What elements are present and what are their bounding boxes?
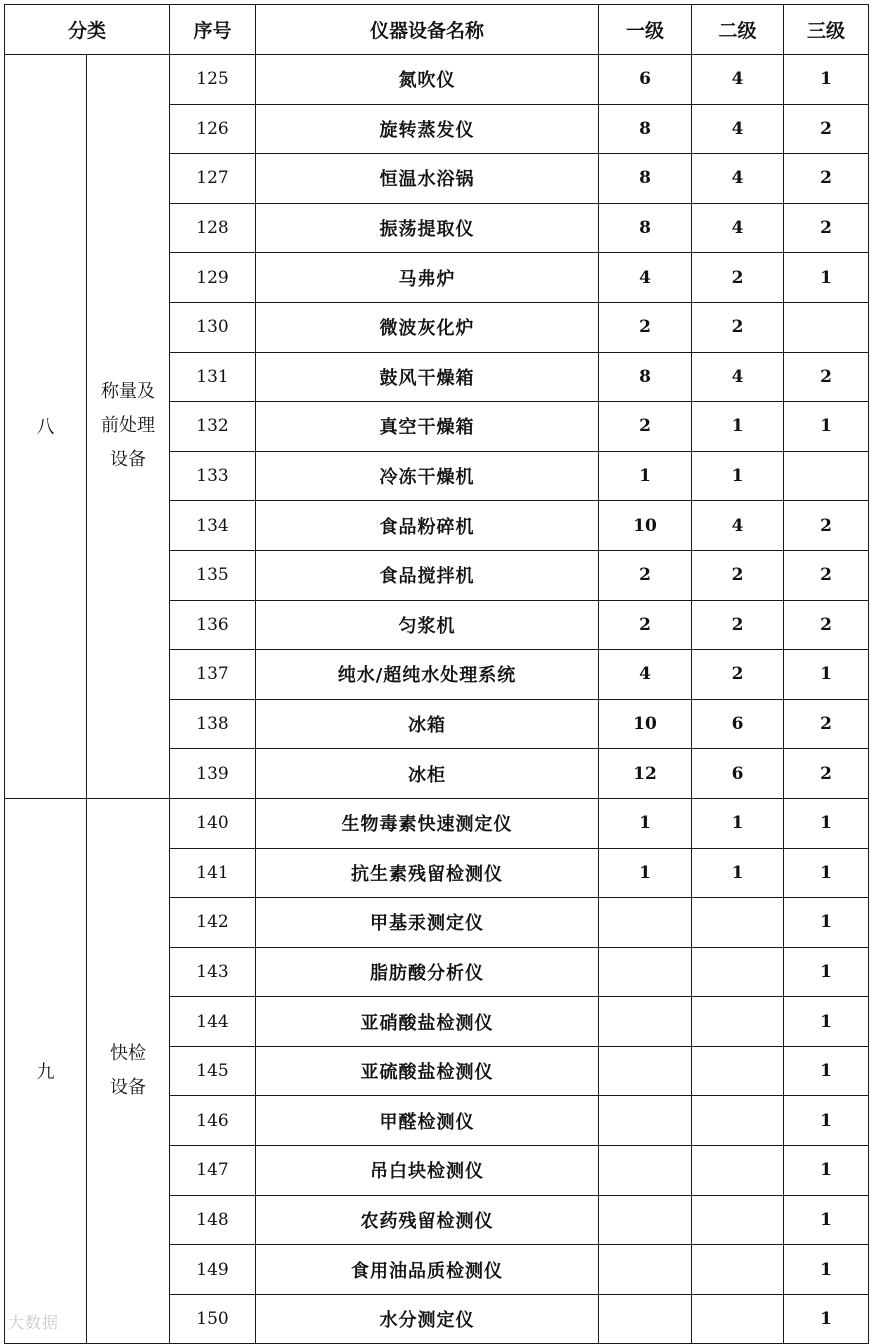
level2-count-cell [692, 1245, 784, 1295]
equipment-name-cell: 旋转蒸发仪 [256, 104, 599, 154]
level3-count-cell: 1 [784, 1146, 869, 1196]
header-level2: 二级 [692, 5, 784, 55]
level1-count-cell: 8 [599, 352, 692, 402]
level3-count-cell: 2 [784, 352, 869, 402]
level2-count-cell [692, 1046, 784, 1096]
category-name-line: 前处理 [101, 415, 155, 437]
level1-count-cell [599, 997, 692, 1047]
seq-cell: 135 [170, 550, 256, 600]
category-name [87, 55, 170, 799]
level3-count-cell: 1 [784, 253, 869, 303]
level1-count-cell: 2 [599, 402, 692, 452]
watermark-text: 大数据 [8, 1313, 60, 1332]
equipment-name-cell: 抗生素残留检测仪 [256, 848, 599, 898]
seq-cell: 139 [170, 749, 256, 799]
level3-count-cell: 1 [784, 1195, 869, 1245]
level1-count-cell: 8 [599, 104, 692, 154]
equipment-name-cell: 匀浆机 [256, 600, 599, 650]
equipment-name-cell: 马弗炉 [256, 253, 599, 303]
level1-count-cell [599, 947, 692, 997]
seq-cell: 137 [170, 650, 256, 700]
level1-count-cell: 4 [599, 253, 692, 303]
equipment-name-cell: 农药残留检测仪 [256, 1195, 599, 1245]
level2-count-cell [692, 1294, 784, 1344]
level3-count-cell: 1 [784, 55, 869, 105]
level3-count-cell: 1 [784, 1294, 869, 1344]
equipment-name-cell: 鼓风干燥箱 [256, 352, 599, 402]
level2-count-cell: 6 [692, 699, 784, 749]
level3-count-cell: 1 [784, 1096, 869, 1146]
level1-count-cell: 1 [599, 451, 692, 501]
equipment-name-cell: 脂肪酸分析仪 [256, 947, 599, 997]
seq-cell: 126 [170, 104, 256, 154]
table-row [5, 798, 869, 848]
equipment-name-cell: 生物毒素快速测定仪 [256, 798, 599, 848]
level3-count-cell: 1 [784, 848, 869, 898]
level2-count-cell: 1 [692, 451, 784, 501]
level1-count-cell: 1 [599, 798, 692, 848]
level2-count-cell: 2 [692, 550, 784, 600]
level3-count-cell [784, 302, 869, 352]
level3-count-cell: 1 [784, 650, 869, 700]
level1-count-cell: 10 [599, 699, 692, 749]
level1-count-cell [599, 1245, 692, 1295]
seq-cell: 125 [170, 55, 256, 105]
level2-count-cell: 2 [692, 650, 784, 700]
seq-cell: 145 [170, 1046, 256, 1096]
level3-count-cell: 2 [784, 104, 869, 154]
level1-count-cell [599, 898, 692, 948]
level2-count-cell [692, 898, 784, 948]
level2-count-cell: 1 [692, 402, 784, 452]
level3-count-cell: 1 [784, 1046, 869, 1096]
seq-cell: 136 [170, 600, 256, 650]
level3-count-cell: 2 [784, 154, 869, 204]
level1-count-cell [599, 1146, 692, 1196]
equipment-name-cell: 食品粉碎机 [256, 501, 599, 551]
header-seq: 序号 [170, 5, 256, 55]
seq-cell: 150 [170, 1294, 256, 1344]
level3-count-cell: 2 [784, 699, 869, 749]
equipment-name-cell: 恒温水浴锅 [256, 154, 599, 204]
level2-count-cell: 1 [692, 848, 784, 898]
level3-count-cell: 2 [784, 501, 869, 551]
level2-count-cell [692, 1146, 784, 1196]
seq-cell: 140 [170, 798, 256, 848]
seq-cell: 148 [170, 1195, 256, 1245]
seq-cell: 146 [170, 1096, 256, 1146]
equipment-name-cell: 甲醛检测仪 [256, 1096, 599, 1146]
equipment-name-cell: 振荡提取仪 [256, 203, 599, 253]
equipment-name-cell: 水分测定仪 [256, 1294, 599, 1344]
level2-count-cell: 6 [692, 749, 784, 799]
level2-count-cell [692, 997, 784, 1047]
level2-count-cell: 1 [692, 798, 784, 848]
seq-cell: 141 [170, 848, 256, 898]
level3-count-cell: 1 [784, 402, 869, 452]
category-name-line: 快检 [110, 1043, 146, 1065]
category-name [87, 798, 170, 1344]
seq-cell: 127 [170, 154, 256, 204]
level2-count-cell: 4 [692, 154, 784, 204]
seq-cell: 147 [170, 1146, 256, 1196]
header-level3: 三级 [784, 5, 869, 55]
level1-count-cell: 2 [599, 600, 692, 650]
equipment-table [4, 4, 869, 1344]
level1-count-cell: 6 [599, 55, 692, 105]
level1-count-cell: 4 [599, 650, 692, 700]
header-category: 分类 [5, 5, 170, 55]
table-row [5, 55, 869, 105]
level2-count-cell [692, 947, 784, 997]
equipment-name-cell: 吊白块检测仪 [256, 1146, 599, 1196]
level3-count-cell: 1 [784, 947, 869, 997]
seq-cell: 133 [170, 451, 256, 501]
level1-count-cell: 10 [599, 501, 692, 551]
equipment-name-cell: 纯水/超纯水处理系统 [256, 650, 599, 700]
level2-count-cell: 4 [692, 104, 784, 154]
level1-count-cell: 2 [599, 550, 692, 600]
level1-count-cell: 1 [599, 848, 692, 898]
equipment-name-cell: 亚硝酸盐检测仪 [256, 997, 599, 1047]
category-name-line: 设备 [110, 449, 146, 471]
equipment-name-cell: 甲基汞测定仪 [256, 898, 599, 948]
seq-cell: 131 [170, 352, 256, 402]
seq-cell: 149 [170, 1245, 256, 1295]
equipment-name-cell: 氮吹仪 [256, 55, 599, 105]
level2-count-cell: 4 [692, 55, 784, 105]
seq-cell: 130 [170, 302, 256, 352]
level3-count-cell: 2 [784, 550, 869, 600]
seq-cell: 143 [170, 947, 256, 997]
equipment-name-cell: 亚硫酸盐检测仪 [256, 1046, 599, 1096]
level1-count-cell: 2 [599, 302, 692, 352]
level1-count-cell [599, 1096, 692, 1146]
level3-count-cell: 2 [784, 749, 869, 799]
equipment-name-cell: 冰柜 [256, 749, 599, 799]
category-number: 八 [5, 55, 87, 799]
table-body [5, 5, 869, 1344]
seq-cell: 134 [170, 501, 256, 551]
level3-count-cell: 1 [784, 798, 869, 848]
level1-count-cell [599, 1294, 692, 1344]
level3-count-cell: 1 [784, 898, 869, 948]
seq-cell: 144 [170, 997, 256, 1047]
category-number: 九 [5, 798, 87, 1344]
level2-count-cell: 4 [692, 501, 784, 551]
level3-count-cell: 2 [784, 600, 869, 650]
level2-count-cell: 2 [692, 253, 784, 303]
category-name-line: 设备 [110, 1077, 146, 1099]
level1-count-cell: 8 [599, 154, 692, 204]
level2-count-cell [692, 1195, 784, 1245]
level3-count-cell: 1 [784, 1245, 869, 1295]
seq-cell: 142 [170, 898, 256, 948]
level2-count-cell: 4 [692, 203, 784, 253]
equipment-name-cell: 冰箱 [256, 699, 599, 749]
level3-count-cell [784, 451, 869, 501]
seq-cell: 129 [170, 253, 256, 303]
level1-count-cell [599, 1195, 692, 1245]
equipment-name-cell: 冷冻干燥机 [256, 451, 599, 501]
seq-cell: 128 [170, 203, 256, 253]
seq-cell: 138 [170, 699, 256, 749]
equipment-name-cell: 食用油品质检测仪 [256, 1245, 599, 1295]
level1-count-cell: 8 [599, 203, 692, 253]
header-name: 仪器设备名称 [256, 5, 599, 55]
level1-count-cell: 12 [599, 749, 692, 799]
level2-count-cell [692, 1096, 784, 1146]
equipment-name-cell: 真空干燥箱 [256, 402, 599, 452]
level2-count-cell: 4 [692, 352, 784, 402]
equipment-name-cell: 微波灰化炉 [256, 302, 599, 352]
level1-count-cell [599, 1046, 692, 1096]
seq-cell: 132 [170, 402, 256, 452]
category-name-line: 称量及 [101, 381, 155, 403]
header-level1: 一级 [599, 5, 692, 55]
level2-count-cell: 2 [692, 302, 784, 352]
level2-count-cell: 2 [692, 600, 784, 650]
level3-count-cell: 2 [784, 203, 869, 253]
header-row [5, 5, 869, 55]
equipment-name-cell: 食品搅拌机 [256, 550, 599, 600]
level3-count-cell: 1 [784, 997, 869, 1047]
